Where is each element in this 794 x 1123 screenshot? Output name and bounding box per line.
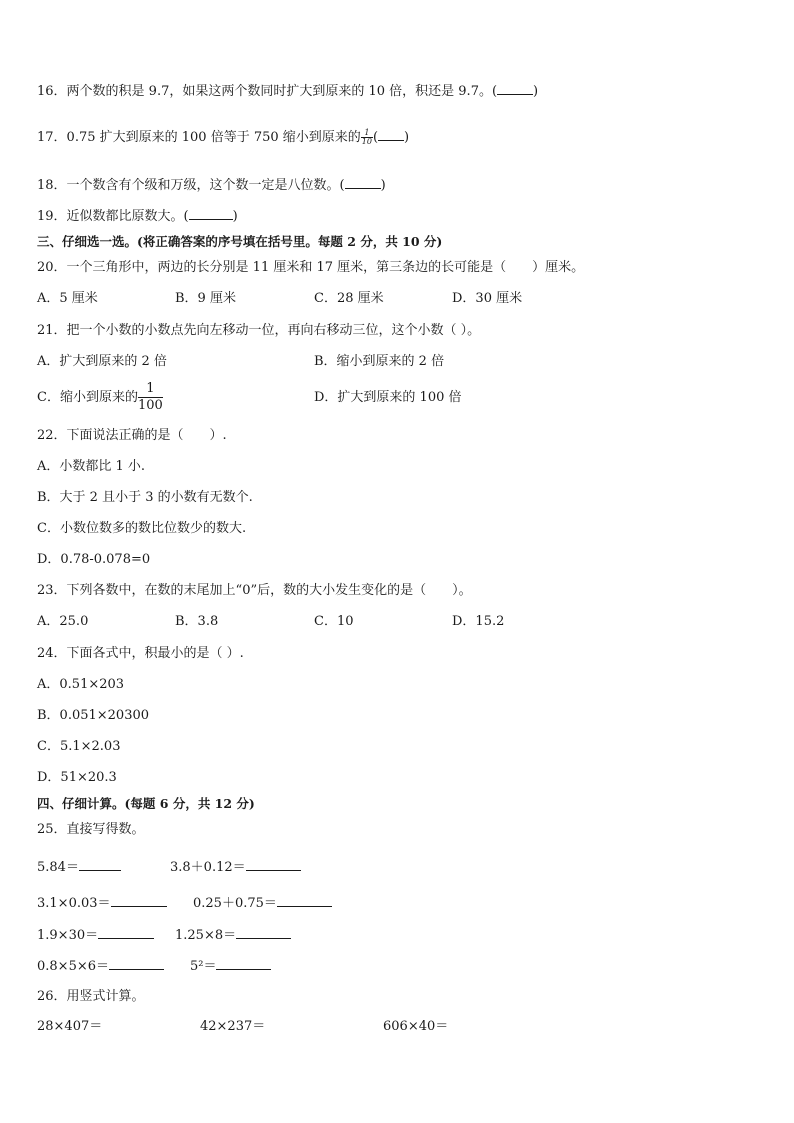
- option-d[interactable]: D．0.78-0.078=0: [37, 552, 151, 567]
- calc-item: 3.1×0.03＝: [37, 894, 167, 913]
- vertical-calc-item: 28×407＝: [37, 1019, 103, 1034]
- answer-blank[interactable]: [246, 858, 301, 871]
- calc-item: 0.8×5×6＝: [37, 957, 164, 976]
- option-d[interactable]: D．51×20.3: [37, 770, 117, 785]
- calc-item: 5²＝: [190, 957, 271, 976]
- answer-blank[interactable]: [109, 957, 164, 970]
- option-a[interactable]: A．25.0: [37, 614, 89, 629]
- fraction: $\frac{1}{10}$: [361, 128, 372, 146]
- option-b[interactable]: B．3.8: [175, 614, 219, 629]
- question-17-text: 17．0.75 扩大到原来的 100 倍等于 750 缩小到原来的: [37, 130, 361, 145]
- answer-blank[interactable]: [216, 957, 271, 970]
- answer-blank[interactable]: [378, 128, 404, 141]
- option-c[interactable]: C．10: [314, 614, 354, 629]
- fraction: $\frac{1}{100}$: [137, 381, 163, 413]
- answer-blank[interactable]: [79, 858, 121, 871]
- option-b[interactable]: B．0.051×20300: [37, 708, 150, 723]
- answer-blank[interactable]: [345, 176, 381, 189]
- option-b[interactable]: B．9 厘米: [175, 291, 236, 306]
- option-d[interactable]: D．15.2: [452, 614, 505, 629]
- answer-blank[interactable]: [189, 207, 233, 220]
- question-19-text: 19．近似数都比原数大。(: [37, 209, 189, 224]
- question-23-text: 23．下列各数中，在数的末尾加上“0”后，数的大小发生变化的是（ ）。: [37, 583, 472, 598]
- question-20-text: 20．一个三角形中，两边的长分别是 11 厘米和 17 厘米，第三条边的长可能是（ ）厘米。: [37, 260, 585, 275]
- calc-item: 1.25×8＝: [175, 926, 291, 945]
- option-b[interactable]: B．缩小到原来的 2 倍: [314, 354, 445, 369]
- option-b[interactable]: B．大于 2 且小于 3 的小数有无数个.: [37, 490, 253, 505]
- option-c[interactable]: C．28 厘米: [314, 291, 384, 306]
- answer-blank[interactable]: [236, 926, 291, 939]
- option-c[interactable]: C．小数位数多的数比位数少的数大.: [37, 521, 247, 536]
- option-a[interactable]: A．扩大到原来的 2 倍: [37, 354, 167, 369]
- question-18-text: 18．一个数含有个级和万级，这个数一定是八位数。(: [37, 178, 345, 193]
- option-d[interactable]: D．扩大到原来的 100 倍: [314, 390, 462, 405]
- option-c[interactable]: C．缩小到原来的 $\frac{1}{100}$: [37, 381, 163, 413]
- answer-blank[interactable]: [497, 82, 533, 95]
- answer-blank[interactable]: [98, 926, 154, 939]
- calc-item: 5.84＝: [37, 858, 121, 877]
- question-17: 17．0.75 扩大到原来的 100 倍等于 750 缩小到原来的 $\frac{1}{10}$ ( ): [37, 128, 410, 146]
- vertical-calc-item: 42×237＝: [200, 1019, 266, 1034]
- section-3-title: 三、仔细选一选。(将正确答案的序号填在括号里。每题 2 分，共 10 分): [37, 234, 443, 249]
- vertical-calc-item: 606×40＝: [383, 1019, 449, 1034]
- answer-blank[interactable]: [111, 894, 167, 907]
- question-22-text: 22．下面说法正确的是（ ）.: [37, 428, 227, 443]
- question-25-text: 25．直接写得数。: [37, 822, 145, 837]
- section-4-title: 四、仔细计算。(每题 6 分，共 12 分): [37, 796, 255, 811]
- question-21-text: 21．把一个小数的小数点先向左移动一位，再向右移动三位，这个小数（ ）。: [37, 323, 481, 338]
- option-d[interactable]: D．30 厘米: [452, 291, 523, 306]
- calc-item: 0.25＋0.75＝: [193, 894, 332, 913]
- option-c[interactable]: C．5.1×2.03: [37, 739, 121, 754]
- answer-blank[interactable]: [277, 894, 332, 907]
- option-a[interactable]: A．小数都比 1 小.: [37, 459, 146, 474]
- calc-item: 1.9×30＝: [37, 926, 154, 945]
- question-16: 16．两个数的积是 9.7，如果这两个数同时扩大到原来的 10 倍，积还是 9.7。( ): [37, 84, 539, 99]
- question-24-text: 24．下面各式中，积最小的是（ ）.: [37, 646, 244, 661]
- question-19: 19．近似数都比原数大。( ): [37, 209, 238, 224]
- option-a[interactable]: A．5 厘米: [37, 291, 98, 306]
- question-16-text: 16．两个数的积是 9.7，如果这两个数同时扩大到原来的 10 倍，积还是 9.7。(: [37, 84, 498, 99]
- calc-item: 3.8＋0.12＝: [170, 858, 301, 877]
- question-26-text: 26．用竖式计算。: [37, 989, 145, 1004]
- question-18: 18．一个数含有个级和万级，这个数一定是八位数。( ): [37, 178, 386, 193]
- option-a[interactable]: A．0.51×203: [37, 677, 125, 692]
